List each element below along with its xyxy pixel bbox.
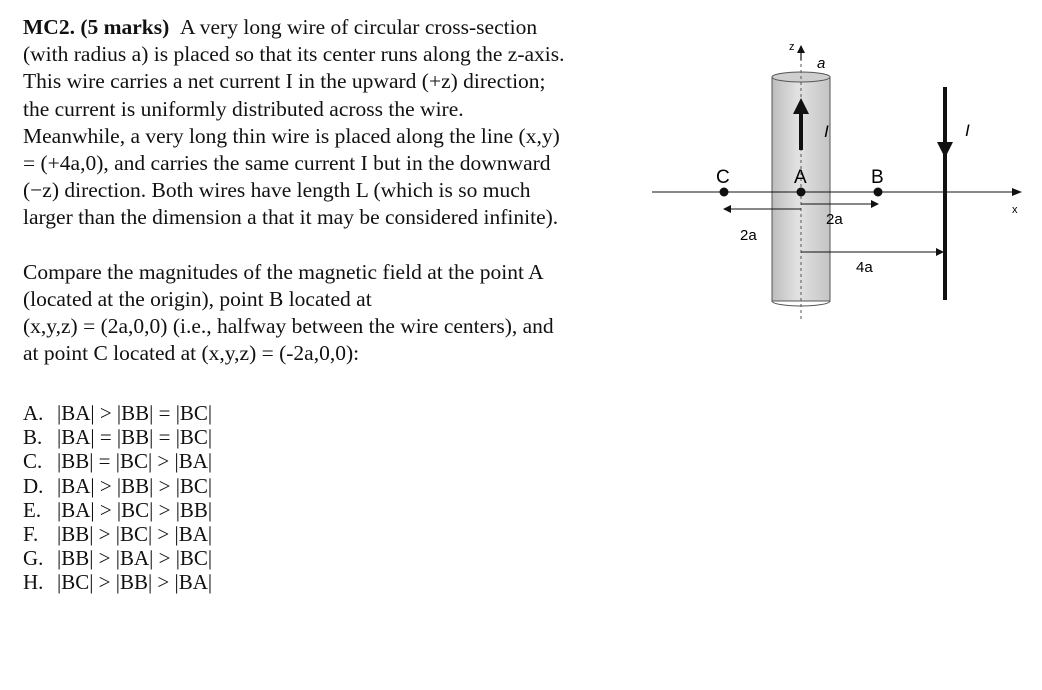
question-label: MC2. (5 marks) xyxy=(23,15,170,39)
point-a-dot xyxy=(797,188,806,197)
option-label: H. xyxy=(23,570,44,595)
option-label: D. xyxy=(23,473,44,498)
compare-line-4: at point C located at (x,y,z) = (-2a,0,0): xyxy=(23,341,360,366)
option-label: E. xyxy=(23,497,42,522)
option-label: F. xyxy=(23,522,39,547)
statement-line-7: (−z) direction. Both wires have length L (which is so much xyxy=(23,178,531,203)
problem-statement xyxy=(23,14,663,232)
option-text: |BB| > |BA| > |BC| xyxy=(57,546,213,571)
statement-line-2: (with radius a) is placed so that its center runs along the z-axis. xyxy=(23,42,565,67)
question-text xyxy=(23,14,663,367)
point-b-dot xyxy=(874,188,883,197)
option-text: |BB| = |BC| > |BA| xyxy=(57,449,213,474)
option-e[interactable] xyxy=(23,498,212,522)
statement-line-5: Meanwhile, a very long thin wire is placed along the line (x,y) xyxy=(23,123,560,148)
option-label: G. xyxy=(23,546,44,571)
statement-line-6: = (+4a,0), and carries the same current I but in the downward xyxy=(23,151,551,176)
comparison-prompt xyxy=(23,259,663,368)
wire-diagram xyxy=(640,30,1030,330)
option-f[interactable] xyxy=(23,522,212,546)
compare-line-2: (located at the origin), point B located at xyxy=(23,286,372,311)
option-label: A. xyxy=(23,401,44,425)
current-label-left: I xyxy=(824,122,829,141)
option-label: C. xyxy=(23,449,43,474)
point-b-label: B xyxy=(871,167,884,188)
option-h[interactable] xyxy=(23,570,212,594)
compare-line-1: Compare the magnitudes of the magnetic field at the point A xyxy=(23,259,544,284)
point-c-dot xyxy=(720,188,729,197)
option-text: |BA| > |BB| = |BC| xyxy=(57,401,213,425)
option-c[interactable] xyxy=(23,449,212,473)
option-text: |BA| > |BC| > |BB| xyxy=(57,497,213,522)
answer-options xyxy=(23,401,212,595)
dist-b-label: 2a xyxy=(826,211,843,228)
x-axis-arrowhead xyxy=(1012,188,1022,196)
z-axis-label: z xyxy=(789,41,795,53)
x-axis-label: x xyxy=(1012,204,1018,216)
current-label-right: I xyxy=(965,121,970,140)
statement-line-1: A very long wire of circular cross-section xyxy=(180,15,538,39)
option-g[interactable] xyxy=(23,546,212,570)
statement-line-4: the current is uniformly distributed across the wire. xyxy=(23,96,464,121)
option-b[interactable] xyxy=(23,425,212,449)
current-down-arrowhead xyxy=(937,142,953,158)
option-text: |BC| > |BB| > |BA| xyxy=(57,570,213,595)
option-a[interactable] xyxy=(23,401,212,425)
statement-line-3: This wire carries a net current I in the upward (+z) direction; xyxy=(23,69,546,94)
option-label: B. xyxy=(23,425,43,450)
point-c-label: C xyxy=(716,167,730,188)
statement-line-8: larger than the dimension a that it may be considered infinite). xyxy=(23,205,559,230)
compare-line-3: (x,y,z) = (2a,0,0) (i.e., halfway between the wire centers), and xyxy=(23,314,554,339)
option-text: |BA| = |BB| = |BC| xyxy=(57,425,213,450)
option-d[interactable] xyxy=(23,474,212,498)
option-text: |BB| > |BC| > |BA| xyxy=(57,522,213,547)
radius-label: a xyxy=(817,55,826,72)
point-a-label: A xyxy=(794,167,807,188)
dist-c-label: 2a xyxy=(740,227,757,244)
dist-wire-label: 4a xyxy=(856,259,873,276)
option-text: |BA| > |BB| > |BC| xyxy=(57,473,213,498)
